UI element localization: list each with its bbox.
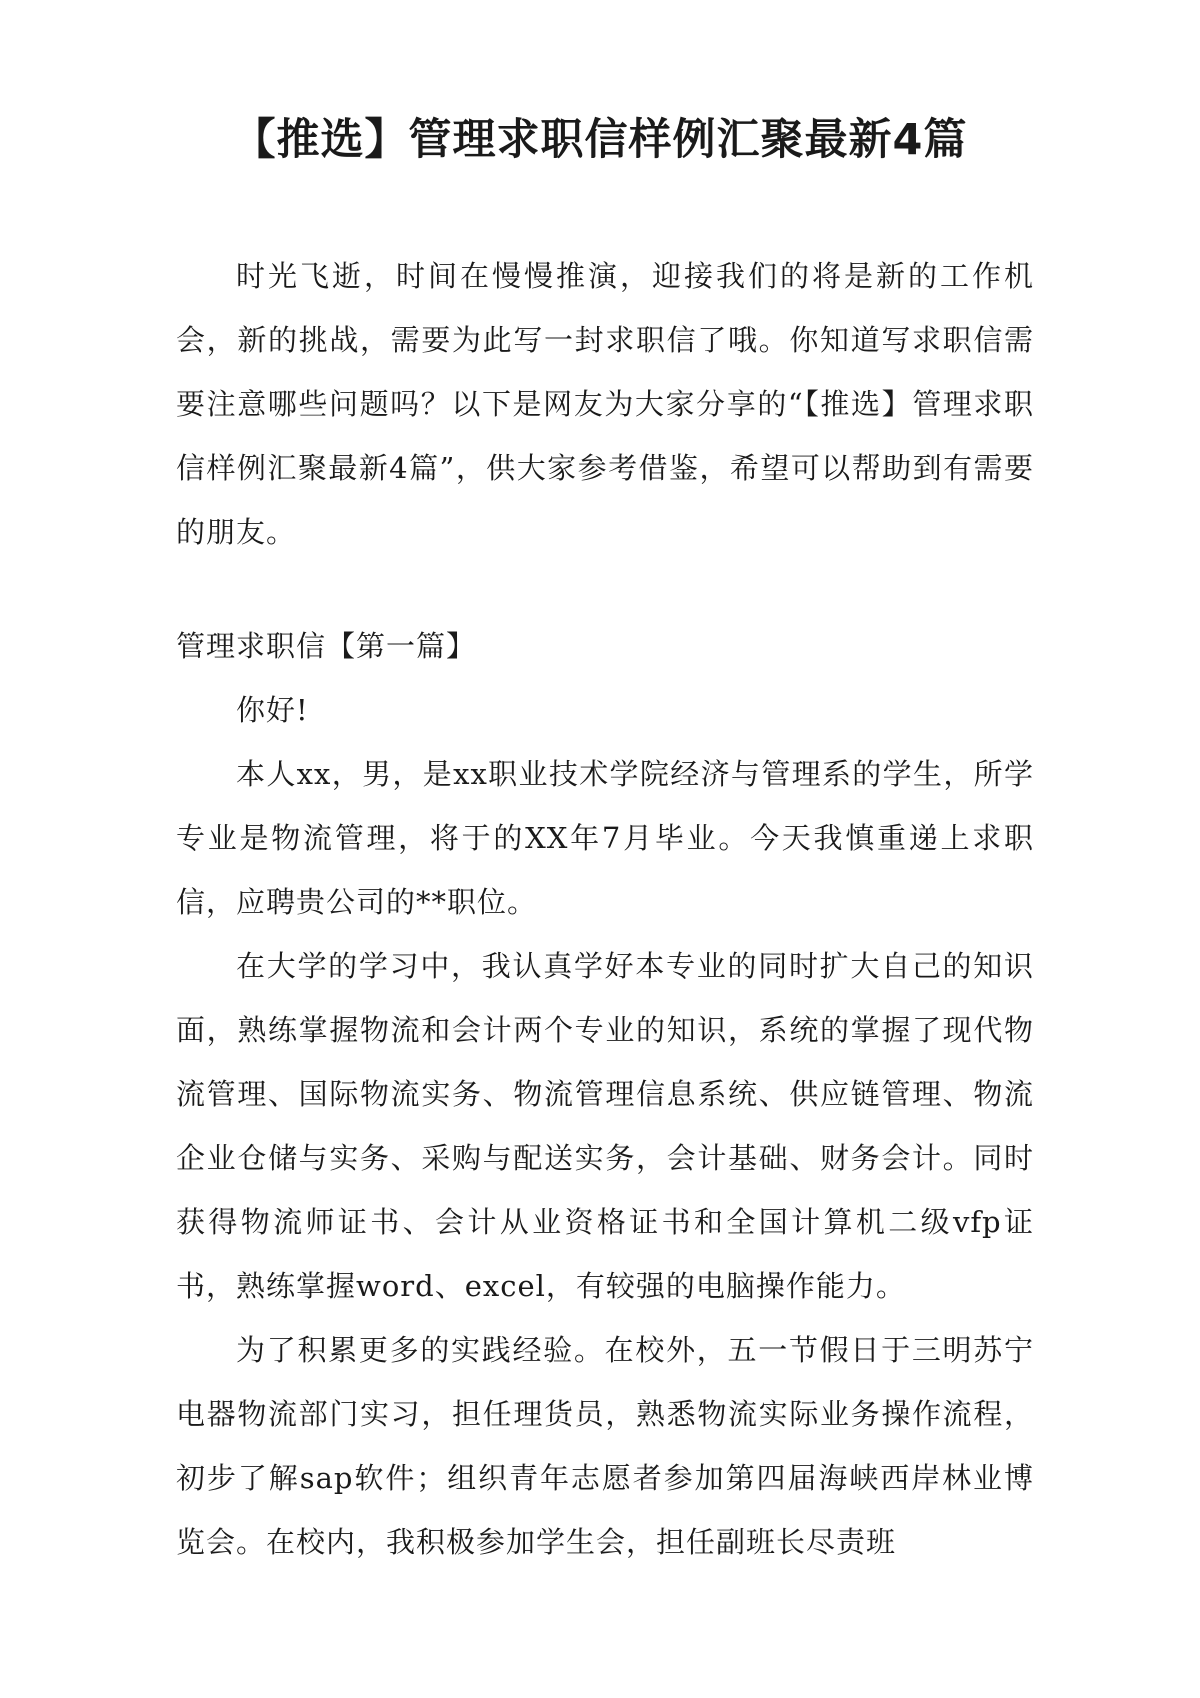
greeting-line: 你好!: [236, 693, 309, 727]
document-body: [176, 244, 1034, 1574]
section-spacer: [176, 564, 1034, 614]
intro-paragraph: 时光飞逝，时间在慢慢推演，迎接我们的将是新的工作机会，新的挑战，需要为此写一封求职信了哦。你知道写求职信需要注意哪些问题吗？以下是网友为大家分享的“【推选】管理求职信样例汇聚最新4篇”，供大家参考借鉴，希望可以帮助到有需要的朋友。: [176, 259, 1034, 549]
document-title: 【推选】管理求职信样例汇聚最新4篇: [232, 115, 968, 165]
section-heading: 管理求职信【第一篇】: [176, 629, 477, 663]
body-paragraph-1: 本人xx，男，是xx职业技术学院经济与管理系的学生，所学专业是物流管理，将于的XX年7月毕业。今天我慎重递上求职信，应聘贵公司的**职位。: [176, 757, 1034, 919]
body-paragraph-2: 在大学的学习中，我认真学好本专业的同时扩大自己的知识面，熟练掌握物流和会计两个专业的知识，系统的掌握了现代物流管理、国际物流实务、物流管理信息系统、供应链管理、物流企业仓储与实务、采购与配送实务，会计基础、财务会计。同时获得物流师证书、会计从业资格证书和全国计算机二级vfp证书，熟练掌握word、excel，有较强的电脑操作能力。: [176, 949, 1034, 1303]
body-paragraph-3: 为了积累更多的实践经验。在校外，五一节假日于三明苏宁电器物流部门实习，担任理货员，熟悉物流实际业务操作流程，初步了解sap软件；组织青年志愿者参加第四届海峡西岸林业博览会。在校内，我积极参加学生会，担任副班长尽责班: [176, 1333, 1034, 1559]
